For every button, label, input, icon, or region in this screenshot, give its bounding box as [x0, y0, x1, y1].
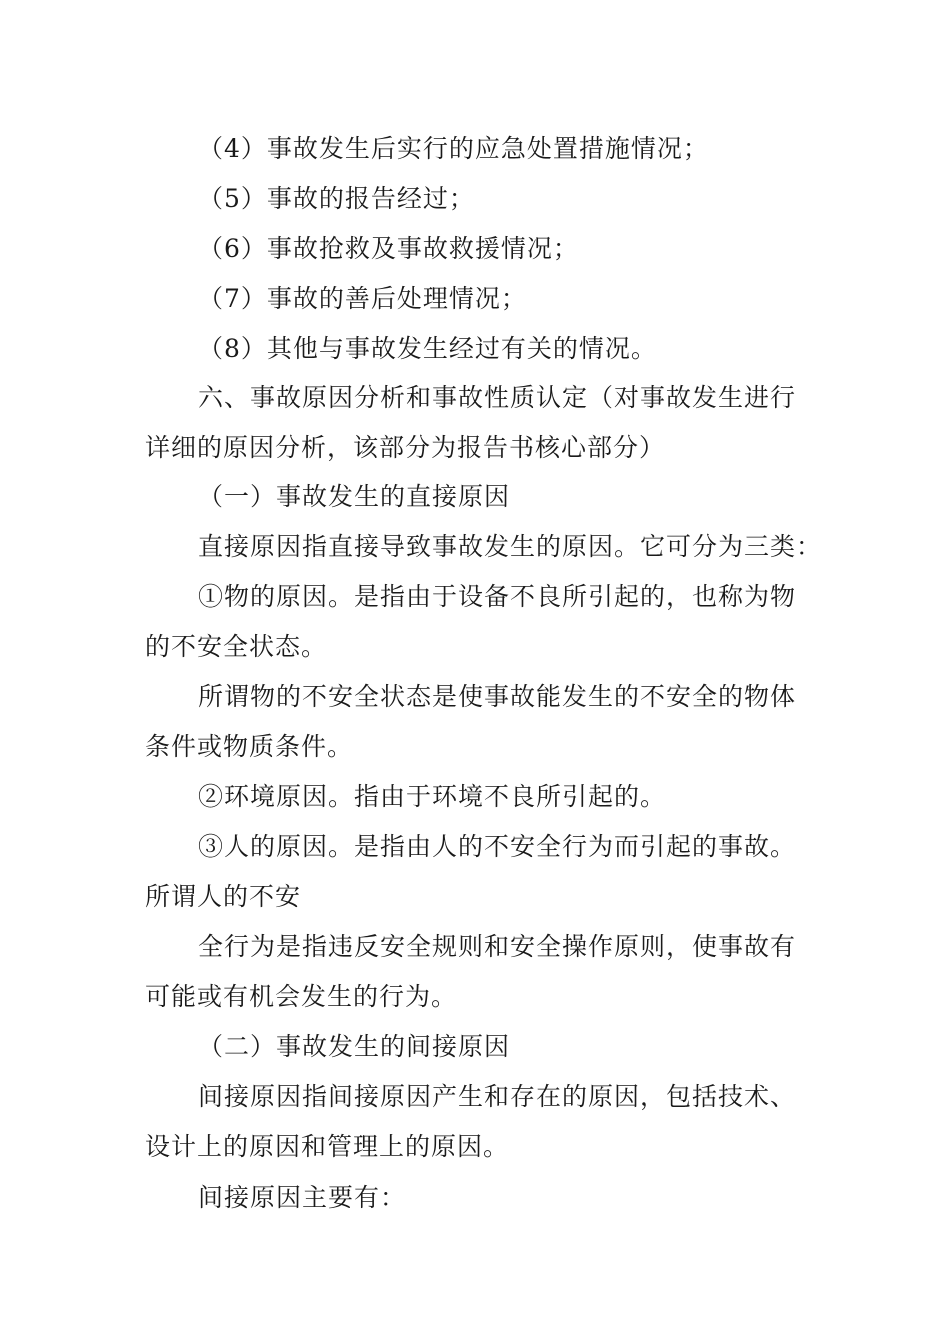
list-item-6: （6）事故抢救及事故救援情况； — [198, 234, 579, 263]
paragraph-direct-cause: 直接原因指直接导致事故发生的原因。它可分为三类： — [198, 532, 823, 561]
paragraph-indirect-main: 间接原因主要有： — [198, 1183, 407, 1212]
paragraph-human-cause: ③人的原因。是指由人的不安全行为而引起的事故。 — [198, 832, 797, 861]
paragraph-human-cause-cont: 所谓人的不安 — [145, 882, 302, 911]
paragraph-environment-cause: ②环境原因。指由于环境不良所引起的。 — [198, 782, 667, 811]
paragraph-unsafe-behavior: 全行为是指违反安全规则和安全操作原则，使事故有 — [198, 932, 797, 961]
list-item-4: （4）事故发生后实行的应急处置措施情况； — [198, 134, 709, 163]
paragraph-material-cause-cont: 的不安全状态。 — [145, 632, 328, 661]
paragraph-indirect-cause: 间接原因指间接原因产生和存在的原因，包括技术、 — [198, 1082, 797, 1111]
paragraph-unsafe-behavior-cont: 可能或有机会发生的行为。 — [145, 982, 458, 1011]
subsection-heading-1: （一）事故发生的直接原因 — [198, 482, 511, 511]
subsection-heading-2: （二）事故发生的间接原因 — [198, 1032, 511, 1061]
list-item-5: （5）事故的报告经过； — [198, 184, 475, 213]
section-heading-6: 六、事故原因分析和事故性质认定（对事故发生进行 — [198, 383, 797, 412]
list-item-7: （7）事故的善后处理情况； — [198, 284, 527, 313]
list-item-8: （8）其他与事故发生经过有关的情况。 — [198, 334, 657, 363]
paragraph-unsafe-state: 所谓物的不安全状态是使事故能发生的不安全的物体 — [198, 682, 797, 711]
section-heading-6-cont: 详细的原因分析，该部分为报告书核心部分） — [145, 433, 666, 462]
paragraph-unsafe-state-cont: 条件或物质条件。 — [145, 732, 354, 761]
paragraph-indirect-cause-cont: 设计上的原因和管理上的原因。 — [145, 1132, 510, 1161]
paragraph-material-cause: ①物的原因。是指由于设备不良所引起的，也称为物 — [198, 582, 797, 611]
